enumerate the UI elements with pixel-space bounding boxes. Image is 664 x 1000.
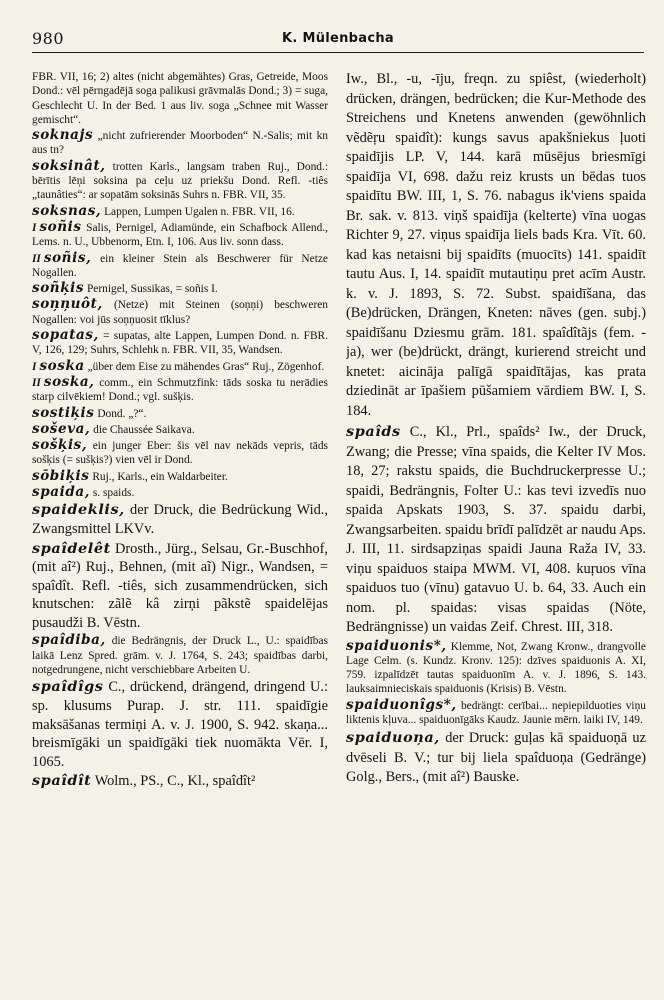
headword: spaîdîgs [32, 678, 104, 696]
dictionary-entry [346, 422, 646, 638]
dictionary-entry [32, 422, 328, 437]
entry-text: Dond. „?“. [97, 407, 147, 420]
headword: spaideklis, [32, 501, 125, 519]
dictionary-entry [32, 251, 328, 281]
headword: soksinât, [32, 157, 106, 174]
dictionary-entry [32, 406, 328, 421]
headword: spaîds [346, 423, 401, 440]
entry-text: Wolm., PS., C., Kl., spaîdît² [94, 773, 256, 790]
entry-text: Lappen, Lumpen Ugalen n. FBR. VII, 16. [104, 205, 295, 218]
entry-text: bedrängt: cerībai... nepiepilduoties viņu liktenis kļuva... spaiduonīgāks Kaudz. Jaunie mērn. laiki IV, 149. [346, 699, 646, 726]
headword: soska [39, 357, 85, 374]
dictionary-entry [32, 772, 328, 791]
headword: sostiķis [32, 404, 95, 421]
entry-text: FBR. VII, 16; 2) altes (nicht abgemähtes) Gras, Getreide, Moos Dond.: vēl pērngadējā soga palikusi grāvmalās Dond.; 3) = suga, Geschlecht U. In der Bed. 1 aus liv. soga „Schnee mit Wasser gemischt“. [32, 71, 328, 126]
dictionary-entry [32, 501, 328, 538]
entry-text: der Druck: guļas kā spaiduoņā uz dvēseli B. V.; tur bij liela spaîduoņa (Gedränge) Golg., Bers., (mit aî²) Bauske. [346, 730, 646, 786]
entry-text: C., Kl., Prl., spaîds² Iw., der Druck, Zwang; die Presse; vīna spaids, die Kelter IV Mos. 18, 27; rakstu spaids, die Buchdruckerpresse U.; spaidi, Bedrängnis, Folter U.: kas tevi izvedīs nuo spaida Apskats 1903, S. 37. spaidu darbi, Zwangsarbeiten. spaidu brīdī palīdzēt ar naudu Aps. J. III, 11. sirdsapziņas spaidi Jauna Raža IV, 33. viņu spaiduos staipa MWM. VI, 408. kuŗuos vīna spaiduos tuo (vīnu) gatavuo U. b. 64, 33. Auch ein nom. pl. spaidas: visas spaidas (Nöte, Bedrängnisse) un vaidas Zeif. Chrest. III, 318. [346, 424, 646, 635]
entry-text: comm., ein Schmutzfink: tāds soska tu nerādies starp cilvēkiem! Dond.; vgl. sušķis. [32, 376, 328, 404]
headword: sopatas, [32, 327, 99, 344]
entry-text: „über dem Eise zu mähendes Gras“ Ruj., Zögenhof. [87, 360, 325, 373]
dictionary-entry [32, 281, 328, 296]
entry-text: C., drückend, drängend, dringend U.: sp. klusums Purap. J. str. 111. spaidīgie maksāšanas termiņi A. v. J. 1900, S. 942. skaņa... breismīgāki un spaidīgāki tiek nuomākta Vēr. I, 1065. [32, 679, 328, 770]
headword: spaiduonis*, [346, 637, 447, 654]
entry-text: Klemme, Not, Zwang Kronw., drangvolle Lage Celm. (s. Kundz. Kronv. 125): dzīves spaiduonis A. XI, 759. izpalīdzēt tautas spaiduonīm A. v. J. 1896, S. 143. lauksaimnieciskais spaiduonis (Krisis) B. Vēstn. [346, 640, 646, 696]
dictionary-entry [32, 633, 328, 677]
headword: sošķis, [32, 437, 88, 454]
entry-text: ein kleiner Stein als Beschwerer für Netze Nogallen. [32, 252, 328, 279]
entry-text: ein junger Eber: šis vēl nav nekāds vepris, tāds sošķis (= sušķis?) vien vēl ir Dond. [32, 440, 328, 467]
headword: soñķis [32, 280, 85, 297]
homonym-number: II [32, 376, 41, 389]
entry-text: „nicht zufrierender Moorboden“ N.-Salis; mit kn aus tn? [32, 130, 328, 157]
entry-text: Drosth., Jürg., Selsau, Gr.-Buschhof, (mit aî²) Ruj., Behnen, (mit aĩ) Nigr., Wandsen, = spaîdît. Refl. -tiês, sich zusammendrücken, sich knutschen: zãlẽ kâ zirņi pãkstẽ spaidelējas pusaudži B. Vēstn. [32, 540, 328, 631]
headword: spaîdelêt [32, 539, 111, 557]
page-header [32, 28, 644, 53]
homonym-number: II [32, 252, 41, 265]
dictionary-entry [32, 204, 328, 219]
dictionary-entry [32, 540, 328, 633]
headword: spaîdiba, [32, 632, 106, 649]
headword: soñis [39, 218, 82, 235]
headword: soksnas, [32, 202, 102, 219]
dictionary-entry [32, 159, 328, 203]
headword: soņņuôt, [32, 296, 103, 313]
dictionary-entry [32, 469, 328, 484]
dictionary-entry [346, 698, 646, 728]
dictionary-entry [32, 220, 328, 250]
entry-text: Pernigel, Sussikas, = soñis I. [86, 283, 218, 296]
dictionary-entry [32, 485, 328, 500]
headword: soñis, [43, 249, 92, 266]
dictionary-entry [32, 375, 328, 405]
entry-text: trotten Karls., langsam traben Ruj., Dond.: bērītis lēņi soksina pa ceļu uz priekšu Dond. Refl. -tiês „taunâties“: ar sopatām soksinās Suhrs n. FBR. VII, 35. [32, 160, 328, 202]
entry-text: s. spaids. [92, 487, 135, 500]
dictionary-entry [32, 297, 328, 327]
dictionary-entry [32, 678, 328, 771]
right-column [346, 70, 646, 995]
headword: sōbiķis [32, 467, 90, 484]
dictionary-entry [32, 438, 328, 468]
headword: spaîdît [32, 772, 92, 790]
headword: soknajs [32, 127, 94, 144]
dictionary-entry [32, 328, 328, 358]
entry-text: Ruj., Karls., ein Waldarbeiter. [92, 470, 228, 483]
page-number: 980 [32, 29, 65, 48]
running-head: K. Mülenbacha [282, 31, 394, 46]
dictionary-entry [346, 70, 646, 421]
entry-text: der Druck, die Bedrückung Wid., Zwangsmittel LKVv. [32, 502, 328, 537]
entry-text: Salis, Pernigel, Adiamünde, ein Schafbock Allend., Lems. n. U., Ubbenorm, Etn. I, 106. Aus liv. sonn dass. [32, 221, 328, 249]
entry-text: Iw., Bl., -u, -īju, freqn. zu spiêst, (wiederholt) drücken, drängen, bedrücken; die Kur-Methode des Streichens und Knetens anwenden (gewöhnlich vẽdẽŗu spaidît): kungs savus apakšniekus ļuoti spaidījis LP. V, 144. karā mūsējus briesmīgi spaidīja VI, 698. dažu reiz krusts un bēdas tuos spaidītu BW. III, 1, S. 76. nabagus ik'viens spaida Br. sak. v. 813. viņš spaidīja (kelterte) vīna uogas Richter 9, 27. viņus spaidīja liels bads Kra. Vīt. 60. kad kas netaisni bij spaidīts (muocīts) 141. spaidīt tautu Aus. I, 14. spaidīt mutautiņu pret acīm Austr. k. v. J. 1893, S. 72. Subst. spaidīšana, das (Be)drücken, Drängen, Kneten: nāves (gen. subj.) spaidīšanu Dziesmu grām. 181. spaîdîtãjs (fem. -ja), wer (be)drückt, drängt, kurierend streicht und knetet: aicināja palīgā spaidītājas, kas prata dziedināt ar īpašiem pūšamiem vārdiem BW. I, S. 184. [346, 71, 646, 419]
homonym-number: I [32, 221, 37, 234]
left-column [32, 70, 328, 995]
headword: soska, [43, 373, 95, 390]
dictionary-entry [346, 728, 646, 788]
headword: spaiduoņa, [346, 729, 440, 747]
homonym-number: I [32, 360, 37, 373]
entry-text: (Netze) mit Steinen (soņņi) beschweren Nogallen: voi jūs soņņuosit tīklus? [32, 299, 328, 326]
entry-text: die Bedrängnis, der Druck L., U.: spaidības laikā Lenz Spred. grām. v. J. 1764, S. 243; spaidības darbi, notgedrungene, nicht verschiebbare Arbeiten U. [32, 635, 328, 677]
entry-text: die Chaussée Saikava. [93, 423, 195, 436]
entry-text: = supatas, alte Lappen, Lumpen Dond. n. FBR. V, 126, 129; Suhrs, Schlehk n. FBR. VII, 35, Wandsen. [32, 330, 328, 357]
dictionary-entry [346, 639, 646, 697]
dictionary-entry [32, 70, 328, 127]
headword: spaida, [32, 484, 91, 501]
headword: spaiduonîgs*, [346, 696, 457, 713]
dictionary-entry [32, 128, 328, 158]
headword: soševa, [32, 420, 91, 437]
dictionary-entry [32, 359, 328, 374]
